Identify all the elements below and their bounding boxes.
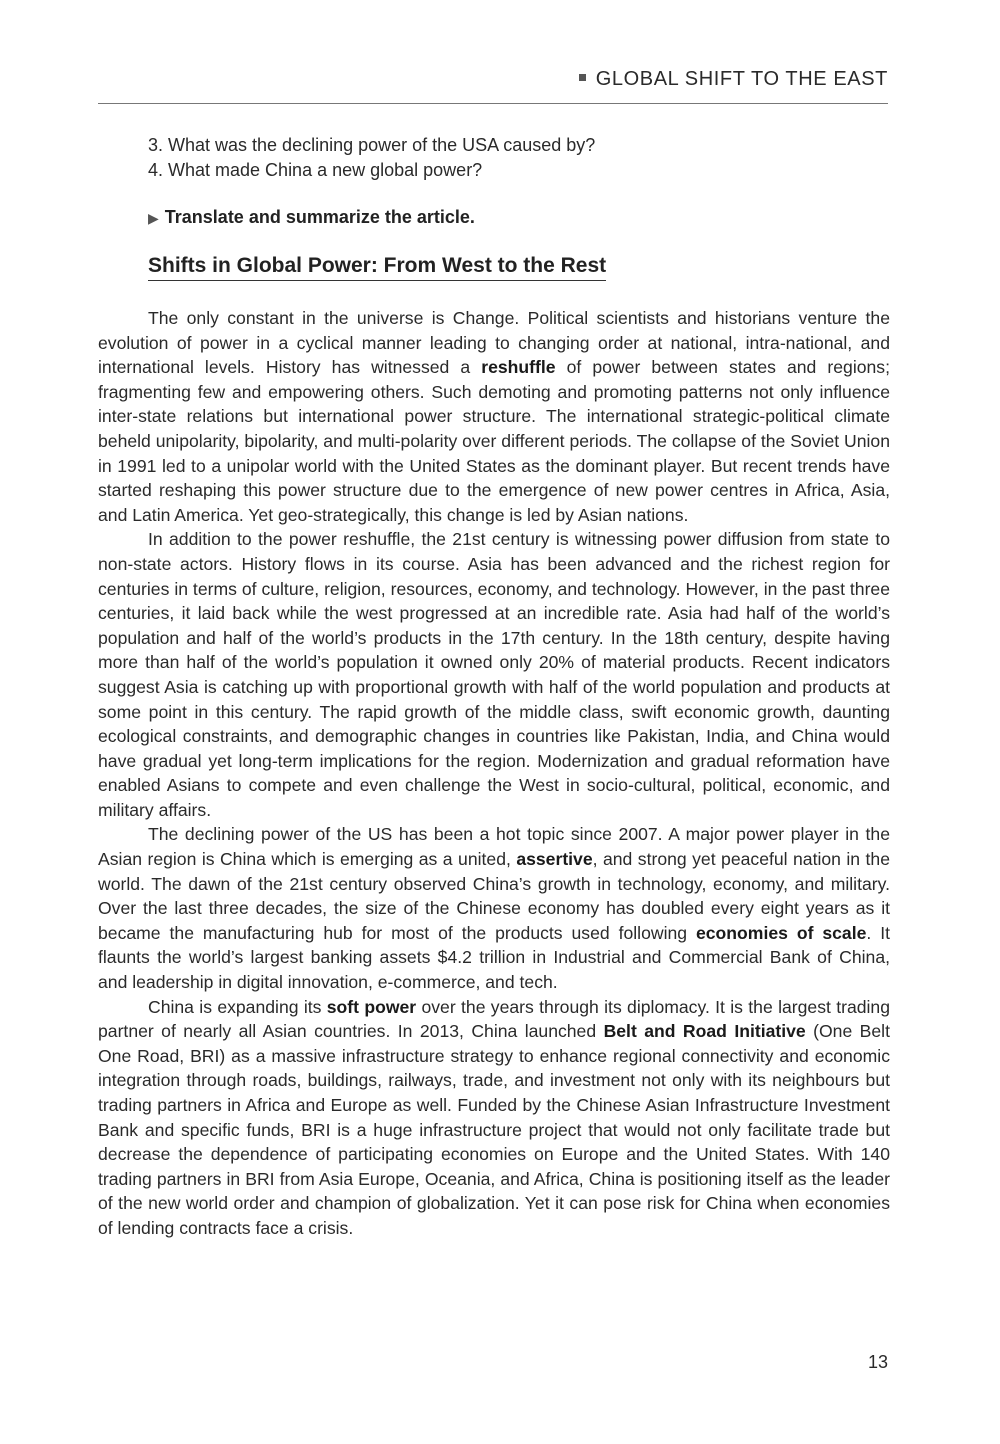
paragraph-text: The only constant in the universe is Change. Political scientists and historians venture the evolution of power in a cyclical manner leading to changing order at national, intra-national, and international levels. History has witnessed a: [98, 308, 890, 378]
key-term: soft power: [326, 996, 417, 1017]
triangle-arrow-icon: ▶: [148, 210, 159, 226]
square-bullet-icon: [579, 74, 586, 81]
article-paragraph: [98, 527, 890, 822]
paragraph-text: China is expanding its: [148, 996, 327, 1017]
header-rule: [98, 103, 888, 104]
article-title: Shifts in Global Power: From West to the Rest: [148, 254, 606, 281]
key-term: reshuffle: [481, 357, 556, 378]
paragraph-text: (One Belt One Road, BRI) as a massive infrastructure strategy to enhance regional connectivity and economic integration through roads, buildings, railways, trade, and investment not only with its neighbours but trading partners in Africa and Europe as well. Funded by the Chinese Asian Infrastructure Investment Bank and specific funds, BRI is a huge infrastructure project that would not only facilitate trade but decrease the dependence of participating economies on Europe and the United States. With 140 trading partners in BRI from Asia Europe, Oceania, and Africa, China is positioning itself as the leader of the new world order and champion of globalization. Yet it can pose risk for China when economies of lending contracts face a crisis.: [98, 1021, 890, 1238]
article-paragraph: [98, 306, 890, 527]
running-title: GLOBAL SHIFT TO THE EAST: [595, 68, 888, 90]
key-term: assertive: [516, 849, 593, 870]
question-item: 3. What was the declining power of the USA caused by?: [148, 135, 596, 155]
question-list: [148, 133, 888, 183]
task-text: Translate and summarize the article.: [164, 207, 475, 227]
key-term: economies of scale: [695, 922, 867, 943]
paragraph-text: over the years through its diplomacy. It is the largest trading partner of nearly all Asian countries. In 2013, China launched: [98, 996, 890, 1042]
page-number: 13: [867, 1352, 888, 1372]
task-instruction: [148, 207, 475, 228]
paragraph-text: The declining power of the US has been a hot topic since 2007. A major power player in the Asian region is China which is emerging as a united,: [98, 824, 890, 870]
article-paragraph: [98, 995, 890, 1241]
paragraph-text: . It flaunts the world’s largest banking assets $4.2 trillion in Industrial and Commercial Bank of China, and leadership in digital innovation, e-commerce, and tech.: [98, 922, 890, 993]
paragraph-text: of power between states and regions; fragmenting few and empowering others. Such demoting and promoting patterns not only influence inter-state relations but international power structure. The international strategic-political climate beheld unipolarity, bipolarity, and multi-polarity over different periods. The collapse of the Soviet Union in 1991 led to a unipolar world with the United States as the dominant player. But recent trends have started reshaping this power structure due to the emergence of new power centres in Africa, Asia, and Latin America. Yet geo-strategically, this change is led by Asian nations.: [98, 357, 890, 525]
paragraph-text: , and strong yet peaceful nation in the world. The dawn of the 21st century observed China’s growth in technology, economy, and military. Over the last three decades, the size of the Chinese economy has doubled every eight years as it became the manufacturing hub for most of the products used following: [98, 849, 891, 943]
article-body: [98, 306, 890, 1241]
paragraph-text: In addition to the power reshuffle, the 21st century is witnessing power diffusion from state to non-state actors. History flows in its course. Asia has been advanced and the richest region for centuries in terms of culture, religion, resources, economy, and technology. However, in the past three centuries, it laid back while the west progressed at an incredible rate. Asia had half of the world’s population and half of the world’s products in the 17th century. In the 18th century, despite having more than half of the world’s population it owned only 20% of material products. Recent indicators suggest Asia is catching up with proportional growth with half of the world population and products at some point in this century. The rapid growth of the middle class, swift economic growth, daunting ecological constraints, and demographic changes in countries like Pakistan, India, and China would have gradual yet long-term implications for the region. Modernization and gradual reformation have enabled Asians to compete and even challenge the West in socio-cultural, political, economic, and military affairs.: [98, 529, 890, 820]
article-paragraph: [98, 822, 890, 994]
running-header: [579, 68, 888, 91]
question-item: 4. What made China a new global power?: [148, 160, 483, 180]
key-term: Belt and Road Initiative: [603, 1021, 806, 1042]
